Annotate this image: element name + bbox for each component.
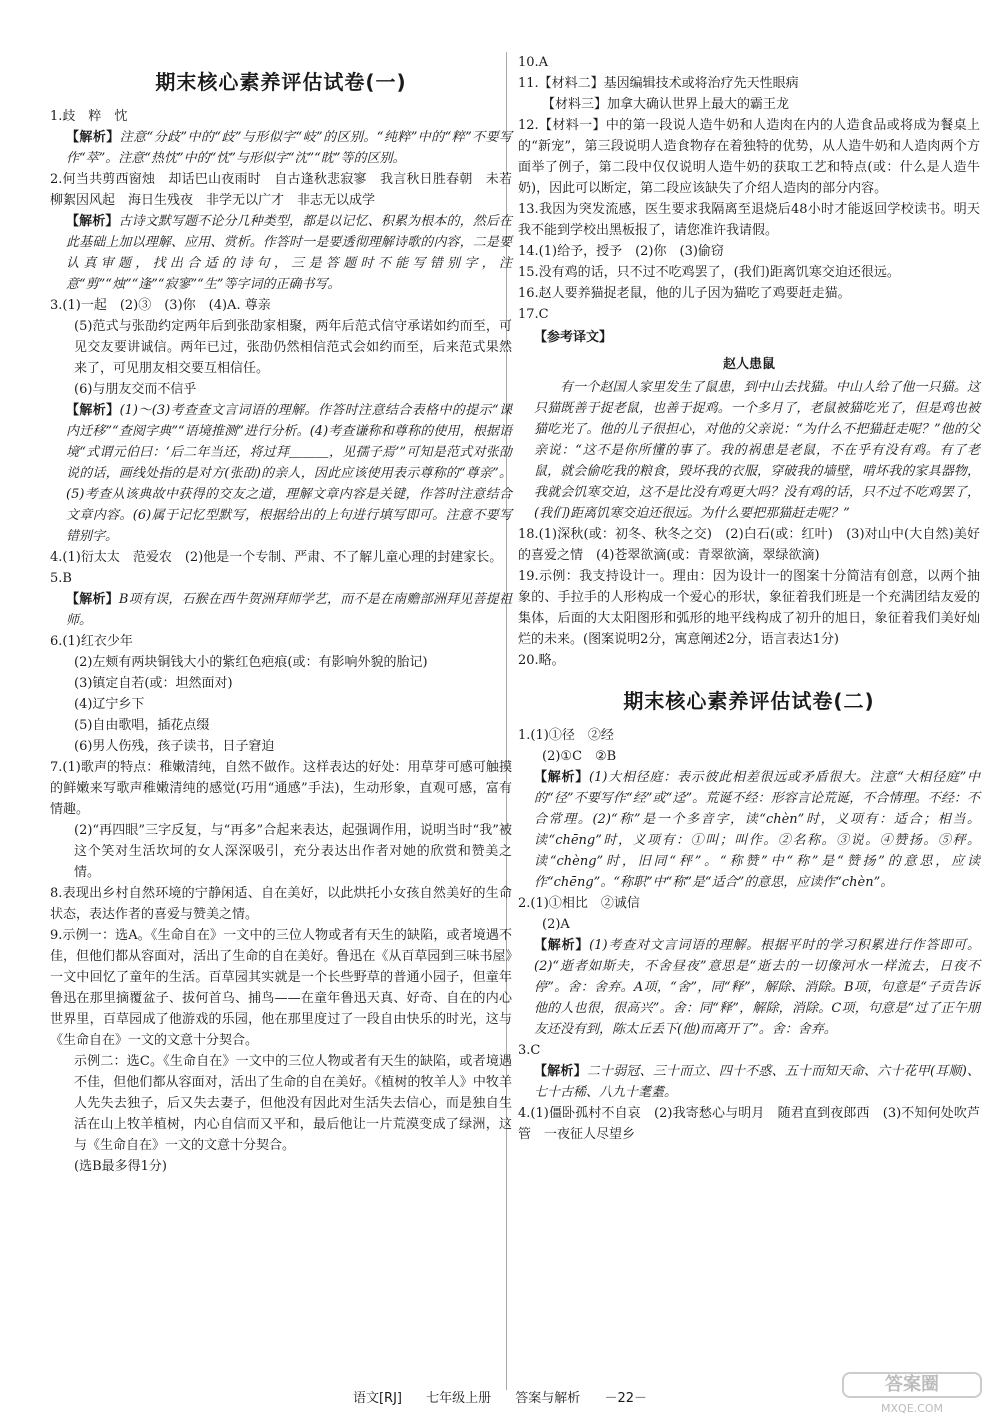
line-text: 二十弱冠、三十而立、四十不惑、五十而知天命、六十花甲(耳顺)、七十古稀、八九十耄耋。 bbox=[534, 1064, 980, 1100]
answer-line bbox=[50, 1156, 512, 1177]
line-text: 示例二：选C。《生命自在》一文中的三位人物或者有天生的缺陷，或者境遇不佳，但他们都从容面对，活出了生命的自在美好。《植树的牧羊人》中牧羊人先失去独子，后又失去妻子，但他没有因此对生活失去信心，而是独自生活在山上牧羊植树，内心自信而又平和，最后他让一片荒漠变成了绿洲，这与《生命自在》一文的文意十分契合。 bbox=[74, 1054, 512, 1153]
line-text: (2)①C ②B bbox=[542, 749, 617, 764]
analysis-paragraph bbox=[518, 935, 980, 1040]
line-text: 18.(1)深秋(或：初冬、秋冬之交) (2)白石(或：红叶) (3)对山中(大自然)美好的喜爱之情 (4)苍翠欲滴(或：青翠欲滴，翠绿欲滴) bbox=[518, 527, 980, 563]
line-text: 11.【材料二】基因编辑技术或将治疗先天性眼病 bbox=[518, 76, 799, 91]
line-text: 13.我因为突发流感，医生要求我隔离至退烧后48小时才能返回学校读书。明天我不能到学校出黑板报了，请您准许我请假。 bbox=[518, 202, 980, 238]
analysis-tag: 【解析】 bbox=[534, 770, 590, 785]
line-text: 1.(1)①径 ②经 bbox=[518, 728, 614, 743]
line-text: B项有误，石猴在西牛贺洲拜师学艺，而不是在南赡部洲拜见菩提祖师。 bbox=[66, 592, 512, 628]
footer-page-number: －22－ bbox=[604, 1391, 647, 1406]
line-text: (2)“再四眼”三字反复，与“再多”合起来表达，起强调作用，说明当时“我”被这个笑对生活坎坷的女人深深吸引，充分表达出作者对她的欣赏和赞美之情。 bbox=[74, 823, 512, 880]
line-text: 4.(1)衍太太 范爱农 (2)他是一个专制、严肃、不了解儿童心理的封建家长。 bbox=[50, 550, 503, 565]
answer-line bbox=[518, 893, 980, 914]
line-text: 2.何当共剪西窗烛 却话巴山夜雨时 自古逢秋悲寂寥 我言秋日胜春朝 未若柳絮因风起 海日生残夜 非学无以广才 非志无以成学 bbox=[50, 172, 512, 208]
answer-line bbox=[50, 694, 512, 715]
footer-grade: 七年级上册 bbox=[426, 1391, 492, 1406]
line-text: 19.示例：我支持设计一。理由：因为设计一的图案十分简洁有创意，以两个抽象的、手拉手的人形构成一个爱心的形状，象征着我们班是一个充满团结友爱的集体，后面的大太阳图形和弧形的地平线构成了初升的旭日，象征着我们美好灿烂的未来。(图案说明2分，寓意阐述2分，语言表达1分) bbox=[518, 569, 980, 647]
analysis-tag: 【解析】 bbox=[66, 130, 120, 145]
answer-line bbox=[518, 650, 980, 671]
answer-line bbox=[518, 115, 980, 199]
watermark bbox=[842, 1372, 982, 1415]
answer-line bbox=[518, 746, 980, 767]
answer-line bbox=[518, 199, 980, 241]
answer-line bbox=[50, 547, 512, 568]
line-text: (5)范式与张劭约定两年后到张劭家相聚，两年后范式信守承诺如约而至，可见交友要讲诚信。两年已过，张劭仍然相信范式会如约而至，后来范式果然来了，可见朋友相交要互相信任。 bbox=[74, 319, 512, 376]
line-text: 6.(1)红衣少年 bbox=[50, 634, 133, 649]
line-text: (3)镇定自若(或：坦然面对) bbox=[74, 676, 233, 691]
answer-line bbox=[518, 1103, 980, 1145]
line-text: (1)考查对文言词语的理解。根据平时的学习积累进行作答即可。(2)“逝者如斯夫，不舍昼夜”意思是“逝去的一切像河水一样流去，日夜不停”。舍：舍弃。A项，“舍”，同“释”，解除、消除。B项，句意是“子贡告诉他的人也很，很高兴”。舍：同“释”，解除，消除。C项，句意是“过了正午朋友还没有到，陈太丘丢下(他)而离开了”。舍：舍弃。 bbox=[534, 938, 980, 1037]
answer-line bbox=[518, 524, 980, 566]
line-text: 9.示例一：选A。《生命自在》一文中的三位人物或者有天生的缺陷，或者境遇不佳，但他们都从容面对，活出了生命的自在美好。鲁迅在《从百草园到三味书屋》一文中回忆了童年的生活。百草园其实就是一个长些野草的普通小园子，但童年鲁迅在那里摘覆盆子、拔何首乌、捕鸟——在童年鲁迅天真、好奇、自在的内心世界里，百草园成了他游戏的乐园，他在那里度过了一段自由快乐的时光，这与《生命自在》一文的文意十分契合。 bbox=[50, 928, 512, 1048]
line-text: 5.B bbox=[50, 571, 72, 586]
answer-line bbox=[518, 241, 980, 262]
reference-translation-tag: 【参考译文】 bbox=[534, 330, 613, 345]
line-text: 1.歧 粹 忱 bbox=[50, 109, 128, 124]
analysis-tag: 【解析】 bbox=[534, 938, 590, 953]
analysis-paragraph bbox=[518, 1061, 980, 1103]
answer-line bbox=[50, 736, 512, 757]
watermark-logo: 答案圈 bbox=[842, 1372, 982, 1398]
line-text: 10.A bbox=[518, 55, 549, 70]
answer-line bbox=[518, 73, 980, 94]
line-text: 15.没有鸡的话，只不过不吃鸡罢了，(我们)距离饥寒交迫还很远。 bbox=[518, 265, 900, 280]
answer-line bbox=[518, 725, 980, 746]
answer-line bbox=[50, 631, 512, 652]
footer-section: 答案与解析 bbox=[515, 1391, 581, 1406]
line-text: 12.【材料一】中的第一段说人造牛奶和人造肉在内的人造食品或将成为餐桌上的“新宠”，第三段说明人造食物存在着独特的优势，从人造牛奶和人造肉两个方面举了例子，第二段中仅仅说明人造牛奶的获取工艺和特点(或：什么是人造牛奶)，因此可以断定，第二段应该缺失了介绍人造肉的部分内容。 bbox=[518, 118, 980, 196]
answer-line bbox=[50, 169, 512, 211]
answer-line bbox=[50, 379, 512, 400]
line-text: 注意“分歧”中的“歧”与形似字“岐”的区别。“纯粹”中的“粹”不要写作“萃”。注意“热忱”中的“忱”与形似字“沈”“眈”等的区别。 bbox=[66, 130, 512, 166]
analysis-tag: 【解析】 bbox=[66, 592, 119, 607]
line-text: (1)大相径庭：表示彼此相差很远或矛盾很大。注意“大相径庭”中的“径”不要写作“经”或“迳”。荒诞不经：形容言论荒诞，不合情理。不经：不合常理。(2)“称”是一个多音字，读“chèn”时，义项有：适合；相当。读“chēng”时，义项有：①叫；叫作。②名称。③说。④赞扬。⑤秤。读“chèng”时，旧同“秤”。“称赞”中“称”是“赞扬”的意思，应读作“chēng”。“称职”中“称”是“适合”的意思，应读作“chèn”。 bbox=[534, 770, 980, 890]
line-text: (1)～(3)考查查文言词语的理解。作答时注意结合表格中的提示“课内迁移”“查阅字典”“语境推测”进行分析。(4)考查谦称和尊称的使用，根据语境“式谓元伯曰：‘后二年当还，将过拜＿＿＿，见孺子焉’”可知是范式对张劭说的话，画线处指的是对方(张劭)的亲人，因此应该使用表示尊称的“尊亲”。(5)考查从该典故中获得的交友之道，理解文章内容是关键，作答时注意结合文章内容。(6)属于记忆型默写，根据给出的上句进行填写即可。注意不要写错别字。 bbox=[66, 403, 512, 544]
line-text: (5)自由歌唱，插花点缀 bbox=[74, 718, 210, 733]
line-text: (6)与朋友交而不信乎 bbox=[74, 382, 197, 397]
answer-line bbox=[518, 914, 980, 935]
story-title: 赵人患鼠 bbox=[722, 357, 775, 372]
exam-title-2: 期末核心素养评估试卷(二) bbox=[623, 689, 875, 713]
answer-line bbox=[50, 925, 512, 1051]
line-text: 4.(1)僵卧孤村不自哀 (2)我寄愁心与明月 随君直到夜郎西 (3)不知何处吹芦管 一夜征人尽望乡 bbox=[518, 1106, 980, 1142]
analysis-paragraph bbox=[50, 211, 512, 295]
analysis-paragraph bbox=[50, 589, 512, 631]
answer-line bbox=[50, 883, 512, 925]
answer-line bbox=[518, 94, 980, 115]
left-answer-list bbox=[50, 106, 512, 1177]
answer-line bbox=[50, 106, 512, 127]
analysis-paragraph bbox=[50, 127, 512, 169]
watermark-url: MXQE.COM bbox=[881, 1402, 943, 1415]
answer-line bbox=[50, 316, 512, 379]
line-text: (2)左颊有两块铜钱大小的紫红色疤痕(或：有影响外貌的胎记) bbox=[74, 655, 428, 670]
line-text: (6)男人伤残，孩子读书，日子窘迫 bbox=[74, 739, 275, 754]
answer-line bbox=[518, 283, 980, 304]
answer-line bbox=[50, 820, 512, 883]
answer-line bbox=[518, 262, 980, 283]
answer-line bbox=[518, 1040, 980, 1061]
analysis-tag: 【解析】 bbox=[534, 1064, 587, 1079]
line-text: 8.表现出乡村自然环境的宁静闲适、自在美好，以此烘托小女孩自然美好的生命状态，表达作者的喜爱与赞美之情。 bbox=[50, 886, 512, 922]
right-answer-list-mid bbox=[518, 524, 980, 671]
analysis-paragraph bbox=[50, 400, 512, 547]
line-text: 3.(1)一起 (2)③ (3)你 (4)A. 尊亲 bbox=[50, 298, 271, 313]
line-text: 17.C bbox=[518, 307, 549, 322]
answer-line bbox=[518, 52, 980, 73]
right-answer-list-bottom bbox=[518, 725, 980, 1145]
answer-line bbox=[50, 652, 512, 673]
story-text: 有一个赵国人家里发生了鼠患，到中山去找猫。中山人给了他一只猫。这只猫既善于捉老鼠，也善于捉鸡。一个多月了，老鼠被猫吃光了，但是鸡也被猫吃光了。他的儿子很担心，对他的父亲说：“为什么不把猫赶走呢？”他的父亲说：“这不是你所懂的事了。我的祸患是老鼠，不在乎有没有鸡。有了老鼠，就会偷吃我的粮食，毁坏我的衣服，穿破我的墙壁，啃坏我的家具器物，我就会饥寒交迫，这不是比没有鸡更大吗？没有鸡的话，只不过不吃鸡罢了，(我们)距离饥寒交迫还很远。为什么要把那猫赶走呢？” bbox=[534, 380, 980, 521]
line-text: 【材料三】加拿大确认世界上最大的霸王龙 bbox=[542, 97, 790, 112]
line-text: (2)A bbox=[542, 917, 570, 932]
answer-line bbox=[50, 715, 512, 736]
line-text: 3.C bbox=[518, 1043, 541, 1058]
analysis-tag: 【解析】 bbox=[66, 214, 119, 229]
right-answer-list-top bbox=[518, 52, 980, 325]
line-text: 16.赵人要养猫捉老鼠，他的儿子因为猫吃了鸡要赶走猫。 bbox=[518, 286, 851, 301]
answer-line bbox=[518, 566, 980, 650]
line-text: 14.(1)给予，授予 (2)你 (3)偷窃 bbox=[518, 244, 724, 259]
answer-line bbox=[50, 568, 512, 589]
right-column bbox=[518, 52, 980, 1145]
analysis-tag: 【解析】 bbox=[66, 403, 120, 418]
left-column bbox=[50, 52, 512, 1177]
line-text: (选B最多得1分) bbox=[74, 1159, 167, 1174]
line-text: 7.(1)歌声的特点：稚嫩清纯，自然不做作。这样表达的好处：用草芽可感可触摸的鲜嫩来写歌声稚嫩清纯的感觉(巧用“通感”手法)，生动形象，直观可感，富有情趣。 bbox=[50, 760, 512, 817]
answer-line bbox=[50, 757, 512, 820]
line-text: 古诗文默写题不论分几种类型，都是以记忆、积累为根本的，然后在此基础上加以理解、应用、赏析。作答时一是要透彻理解诗歌的内容，二是要认真审题，找出合适的诗句，三是答题时不能写错别字，注意“剪”“烛”“逢”“寂寥”“生”等字词的正确书写。 bbox=[66, 214, 512, 292]
line-text: 20.略。 bbox=[518, 653, 565, 668]
answer-line bbox=[518, 304, 980, 325]
answer-line bbox=[50, 295, 512, 316]
analysis-paragraph bbox=[518, 767, 980, 893]
answer-line bbox=[50, 673, 512, 694]
line-text: 2.(1)①相比 ②诚信 bbox=[518, 896, 640, 911]
answer-line bbox=[50, 1051, 512, 1156]
footer-subject: 语文[RJ] bbox=[352, 1391, 402, 1406]
exam-title-1: 期末核心素养评估试卷(一) bbox=[155, 70, 407, 94]
line-text: (4)辽宁乡下 bbox=[74, 697, 145, 712]
